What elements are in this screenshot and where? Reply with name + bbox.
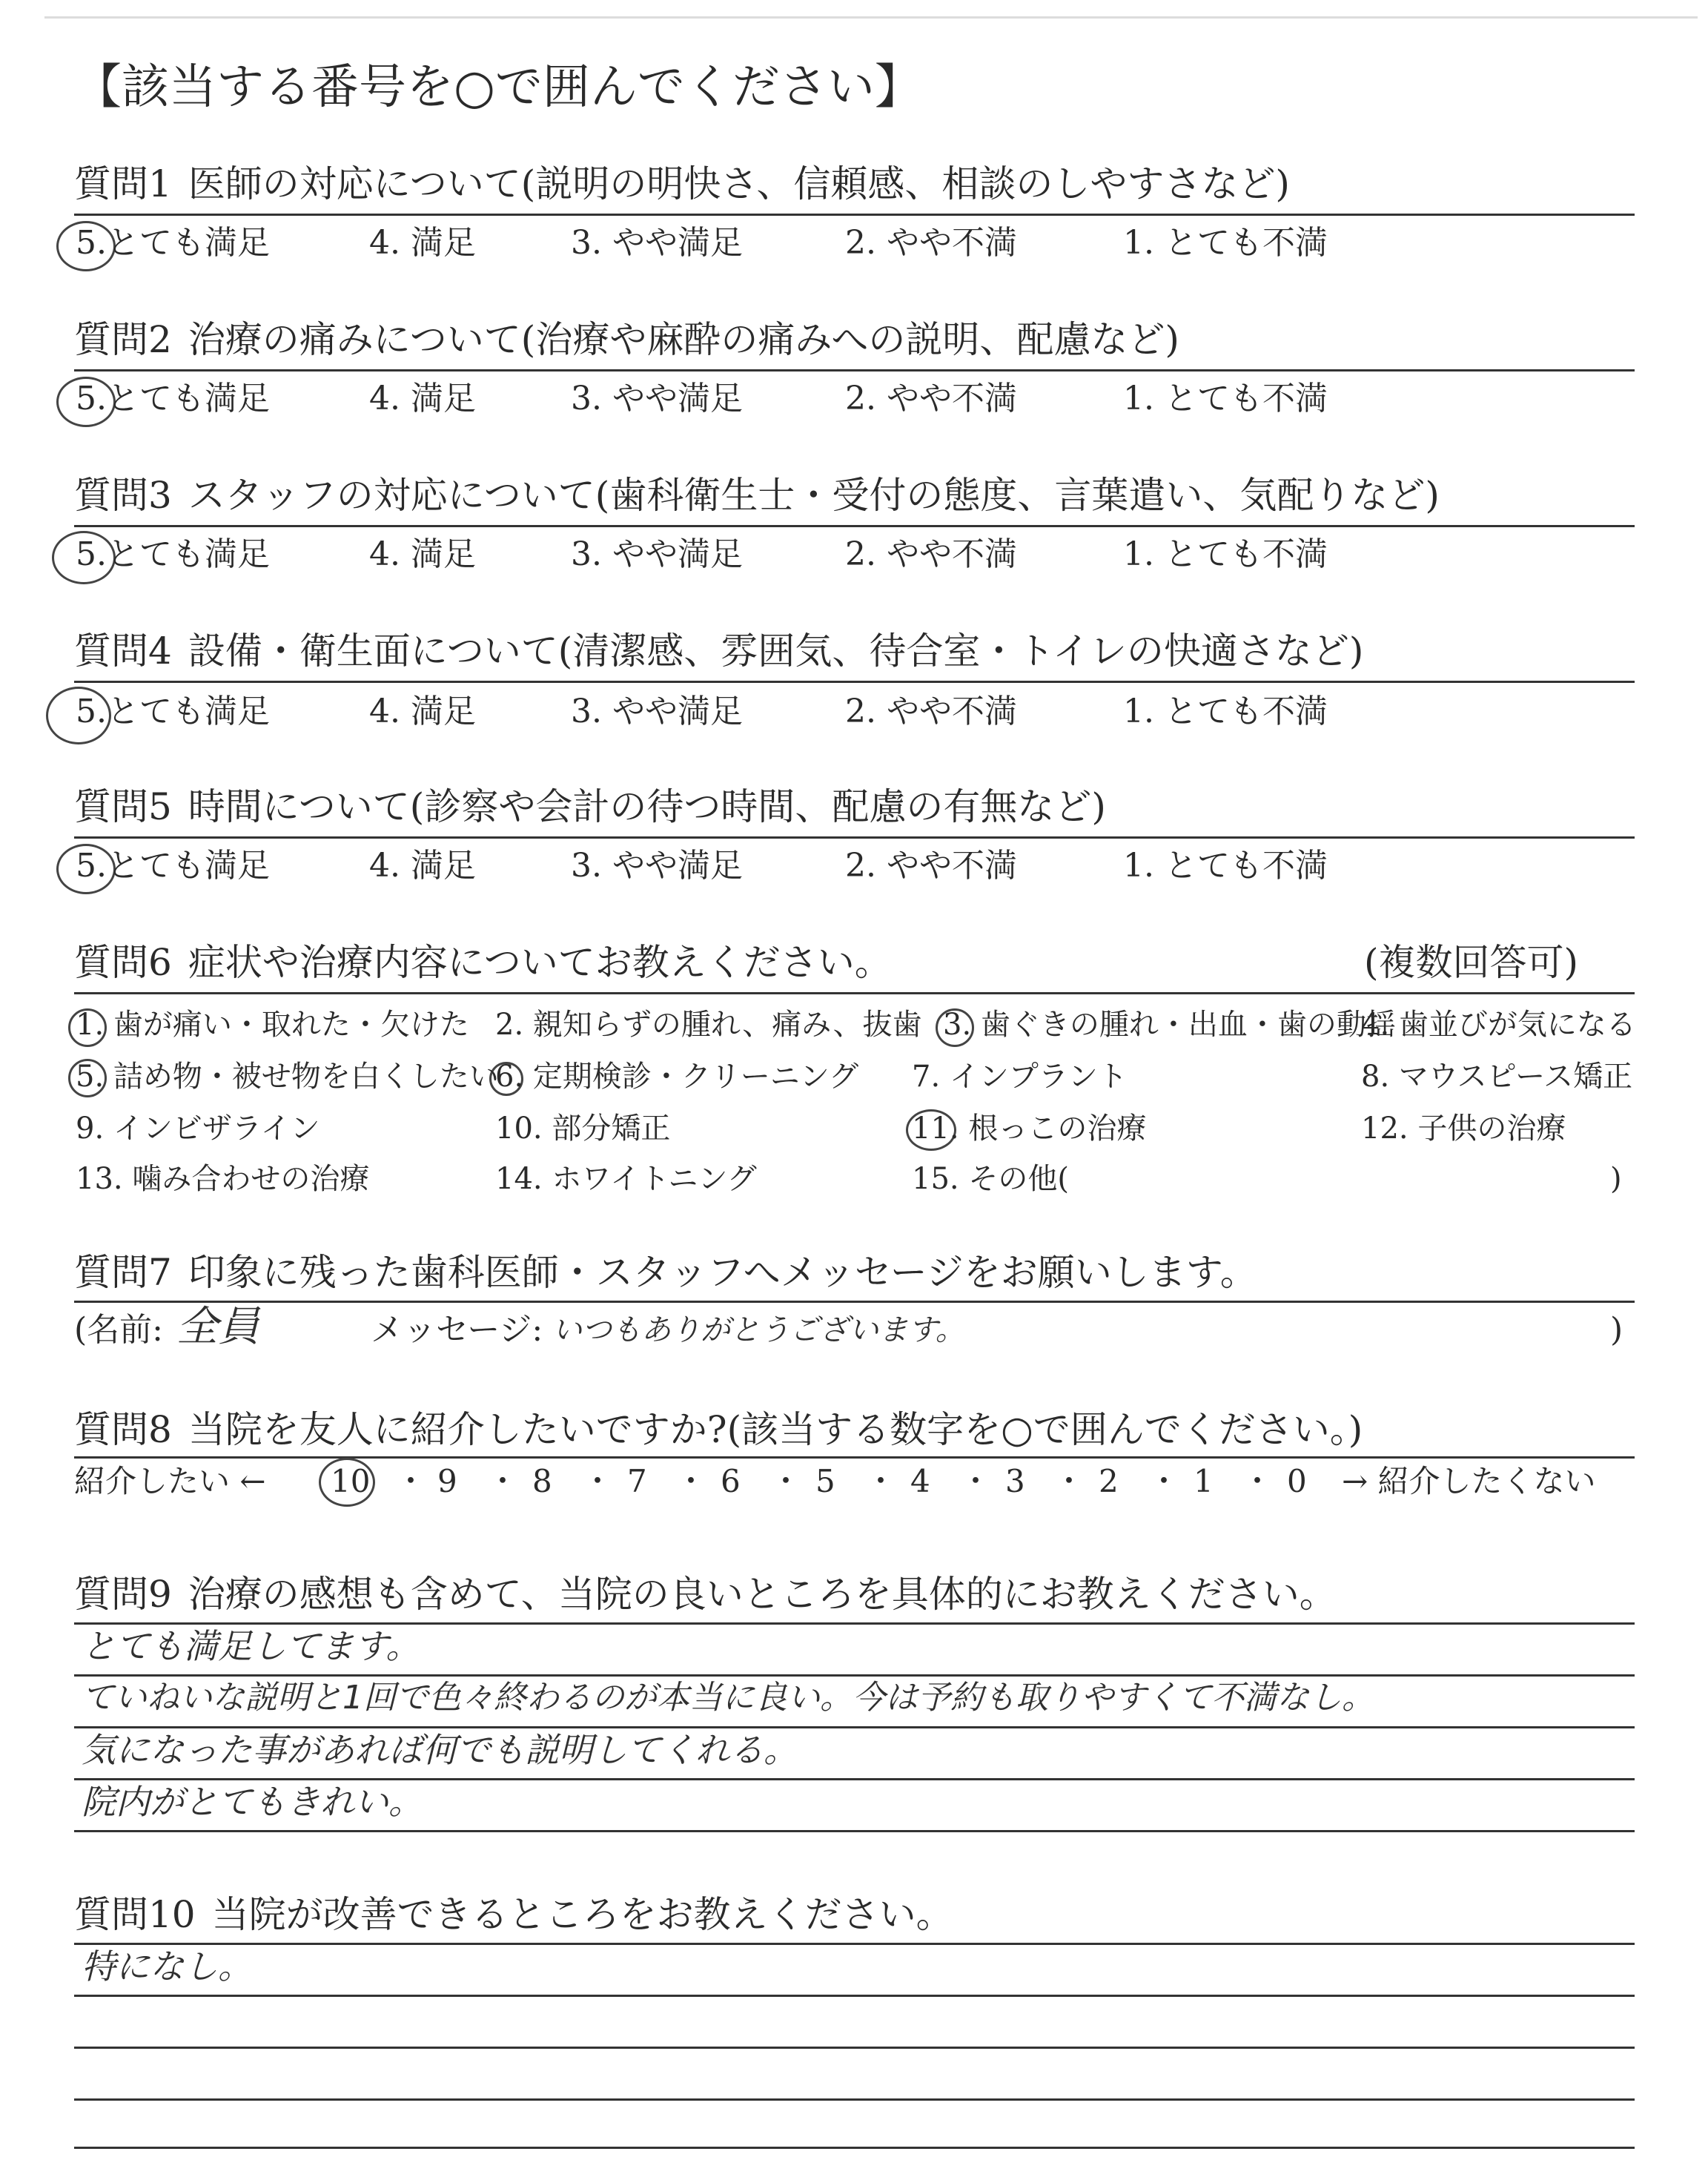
scale-7[interactable]: 7 (627, 1463, 647, 1499)
symptom-item[interactable]: 9. インビザライン (76, 1112, 320, 1146)
question-number: 質問9 (74, 1573, 172, 1616)
symptom-item[interactable]: 4. 歯並びが気になる (1361, 1008, 1636, 1042)
option-3[interactable]: 3. やや満足 (571, 535, 743, 573)
good-points-answer[interactable]: 気になった事があれば何でも説明してくれる。 (82, 1730, 798, 1770)
question-4 (74, 629, 1363, 673)
good-points-answer[interactable]: とても満足してます。 (82, 1626, 420, 1666)
question-text: 治療の感想も含めて、当院の良いところを具体的にお教えください。 (188, 1573, 1337, 1616)
option-3[interactable]: 3. やや満足 (571, 380, 743, 417)
scale-dot: ・ (675, 1463, 707, 1499)
option-5[interactable]: 5.とても満足 (76, 847, 270, 885)
question-9 (74, 1572, 1337, 1616)
scale-10[interactable]: 10 (331, 1463, 371, 1499)
symptom-item[interactable]: 5. 詰め物・被せ物を白くしたい (76, 1060, 499, 1094)
rule (74, 1456, 1635, 1459)
recommend-left-label: 紹介したい ← (74, 1463, 266, 1499)
option-5[interactable]: 5.とても満足 (76, 224, 270, 262)
option-2[interactable]: 2. やや不満 (845, 380, 1017, 417)
rule (74, 1778, 1635, 1780)
option-3[interactable]: 3. やや満足 (571, 224, 743, 262)
question-8 (74, 1407, 1363, 1452)
scale-1[interactable]: 1 (1194, 1463, 1214, 1499)
question-text: 印象に残った歯科医師・スタッフへメッセージをお願いします。 (188, 1251, 1257, 1294)
option-4[interactable]: 4. 満足 (369, 535, 476, 573)
symptom-item[interactable]: 11. 根っこの治療 (912, 1112, 1147, 1146)
question-text: 当院が改善できるところをお教えください。 (211, 1893, 953, 1936)
question-1 (74, 162, 1290, 206)
option-1[interactable]: 1. とても不満 (1123, 380, 1328, 417)
message-label: メッセージ: (371, 1311, 543, 1349)
question-number: 質問6 (74, 941, 172, 984)
rule (74, 525, 1635, 527)
scale-dot: ・ (865, 1463, 897, 1499)
option-3[interactable]: 3. やや満足 (571, 693, 743, 730)
option-4[interactable]: 4. 満足 (369, 693, 476, 730)
scale-dot: ・ (395, 1463, 427, 1499)
option-1[interactable]: 1. とても不満 (1123, 535, 1328, 573)
question-number: 質問1 (74, 162, 172, 205)
option-4[interactable]: 4. 満足 (369, 224, 476, 262)
rule (74, 2047, 1635, 2049)
rule (74, 1674, 1635, 1677)
scale-dot: ・ (582, 1463, 614, 1499)
recommend-right-label: → 紹介したくない (1342, 1463, 1596, 1499)
option-2[interactable]: 2. やや不満 (845, 693, 1017, 730)
question-number: 質問7 (74, 1251, 172, 1294)
rule (74, 1995, 1635, 1997)
option-1[interactable]: 1. とても不満 (1123, 847, 1328, 885)
scale-0[interactable]: 0 (1287, 1463, 1307, 1499)
rule (74, 1301, 1635, 1303)
message-value[interactable]: いつもありがとうございます。 (552, 1313, 965, 1347)
multiple-answer-note: (複数回答可) (1364, 941, 1579, 984)
option-2[interactable]: 2. やや不満 (845, 847, 1017, 885)
name-value[interactable]: 全員 (176, 1303, 259, 1351)
rule (74, 992, 1635, 994)
scale-dot: ・ (1053, 1463, 1085, 1499)
rule (74, 681, 1635, 683)
option-4[interactable]: 4. 満足 (369, 380, 476, 417)
option-4[interactable]: 4. 満足 (369, 847, 476, 885)
rule (74, 1830, 1635, 1832)
symptom-item[interactable]: 1. 歯が痛い・取れた・欠けた (76, 1008, 469, 1042)
rule (74, 214, 1635, 216)
rule (74, 2098, 1635, 2101)
scale-dot: ・ (487, 1463, 519, 1499)
scale-9[interactable]: 9 (437, 1463, 457, 1499)
option-1[interactable]: 1. とても不満 (1123, 224, 1328, 262)
rule (74, 1726, 1635, 1728)
symptom-item[interactable]: 6. 定期検診・クリーニング (495, 1060, 859, 1094)
rule (74, 1943, 1635, 1945)
other-close-paren: ) (1610, 1162, 1622, 1196)
question-number: 質問2 (74, 318, 172, 361)
question-text: スタッフの対応について(歯科衛生士・受付の態度、言葉遣い、気配りなど) (188, 474, 1440, 517)
message-close-paren: ) (1610, 1311, 1623, 1349)
question-number: 質問3 (74, 474, 172, 517)
scale-3[interactable]: 3 (1005, 1463, 1025, 1499)
question-text: 当院を友人に紹介したいですか?(該当する数字を○で囲んでください。) (188, 1408, 1363, 1451)
scale-5[interactable]: 5 (815, 1463, 835, 1499)
rule (74, 836, 1635, 839)
rule (74, 1622, 1635, 1625)
symptom-item[interactable]: 14. ホワイトニング (495, 1162, 757, 1196)
question-text: 症状や治療内容についてお教えください。 (188, 941, 892, 984)
question-number: 質問8 (74, 1408, 172, 1451)
scale-dot: ・ (960, 1463, 992, 1499)
question-text: 設備・衛生面について(清潔感、雰囲気、待合室・トイレの快適さなど) (188, 630, 1364, 673)
option-1[interactable]: 1. とても不満 (1123, 693, 1328, 730)
option-5[interactable]: 5.とても満足 (76, 693, 270, 730)
scale-6[interactable]: 6 (721, 1463, 741, 1499)
question-number: 質問4 (74, 630, 172, 673)
question-text: 治療の痛みについて(治療や麻酔の痛みへの説明、配慮など) (188, 318, 1179, 361)
rule (74, 2147, 1635, 2149)
option-5[interactable]: 5.とても満足 (76, 535, 270, 573)
improvement-answer[interactable]: 特になし。 (82, 1946, 252, 1986)
option-2[interactable]: 2. やや不満 (845, 535, 1017, 573)
good-points-answer[interactable]: 院内がとてもきれい。 (82, 1782, 423, 1822)
question-text: 医師の対応について(説明の明快さ、信頼感、相談のしやすさなど) (188, 162, 1290, 205)
scale-dot: ・ (1148, 1463, 1180, 1499)
symptom-item[interactable]: 12. 子供の治療 (1361, 1112, 1566, 1146)
symptom-item[interactable]: 3. 歯ぐきの腫れ・出血・歯の動揺 (943, 1008, 1396, 1042)
name-label: (名前: (74, 1311, 163, 1349)
question-3 (74, 473, 1440, 518)
scale-dot: ・ (770, 1463, 802, 1499)
question-7 (74, 1250, 1257, 1295)
scale-4[interactable]: 4 (910, 1463, 930, 1499)
question-number: 質問5 (74, 785, 172, 828)
scale-2[interactable]: 2 (1099, 1463, 1119, 1499)
question-text: 時間について(診察や会計の待つ時間、配慮の有無など) (188, 785, 1106, 828)
top-border (44, 16, 1698, 19)
question-6 (74, 940, 892, 985)
scale-8[interactable]: 8 (532, 1463, 552, 1499)
symptom-item[interactable]: 7. インプラント (912, 1060, 1128, 1094)
symptom-item[interactable]: 8. マウスピース矯正 (1361, 1060, 1633, 1094)
symptom-item[interactable]: 10. 部分矯正 (495, 1112, 671, 1146)
option-5[interactable]: 5.とても満足 (76, 380, 270, 417)
question-10 (74, 1892, 953, 1937)
symptom-item[interactable]: 2. 親知らずの腫れ、痛み、抜歯 (495, 1008, 922, 1042)
option-3[interactable]: 3. やや満足 (571, 847, 743, 885)
other-item[interactable]: 15. その他( (912, 1162, 1069, 1196)
question-number: 質問10 (74, 1893, 196, 1936)
question-2 (74, 317, 1179, 362)
symptom-item[interactable]: 13. 噛み合わせの治療 (76, 1162, 370, 1196)
instruction-header: 【該当する番号を○で囲んでください】 (74, 60, 922, 115)
good-points-answer[interactable]: ていねいな説明と1回で色々終わるのが本当に良い。今は予約も取りやすくて不満なし。 (82, 1679, 1374, 1717)
option-2[interactable]: 2. やや不満 (845, 224, 1017, 262)
rule (74, 369, 1635, 371)
scale-dot: ・ (1242, 1463, 1274, 1499)
question-5 (74, 785, 1106, 829)
